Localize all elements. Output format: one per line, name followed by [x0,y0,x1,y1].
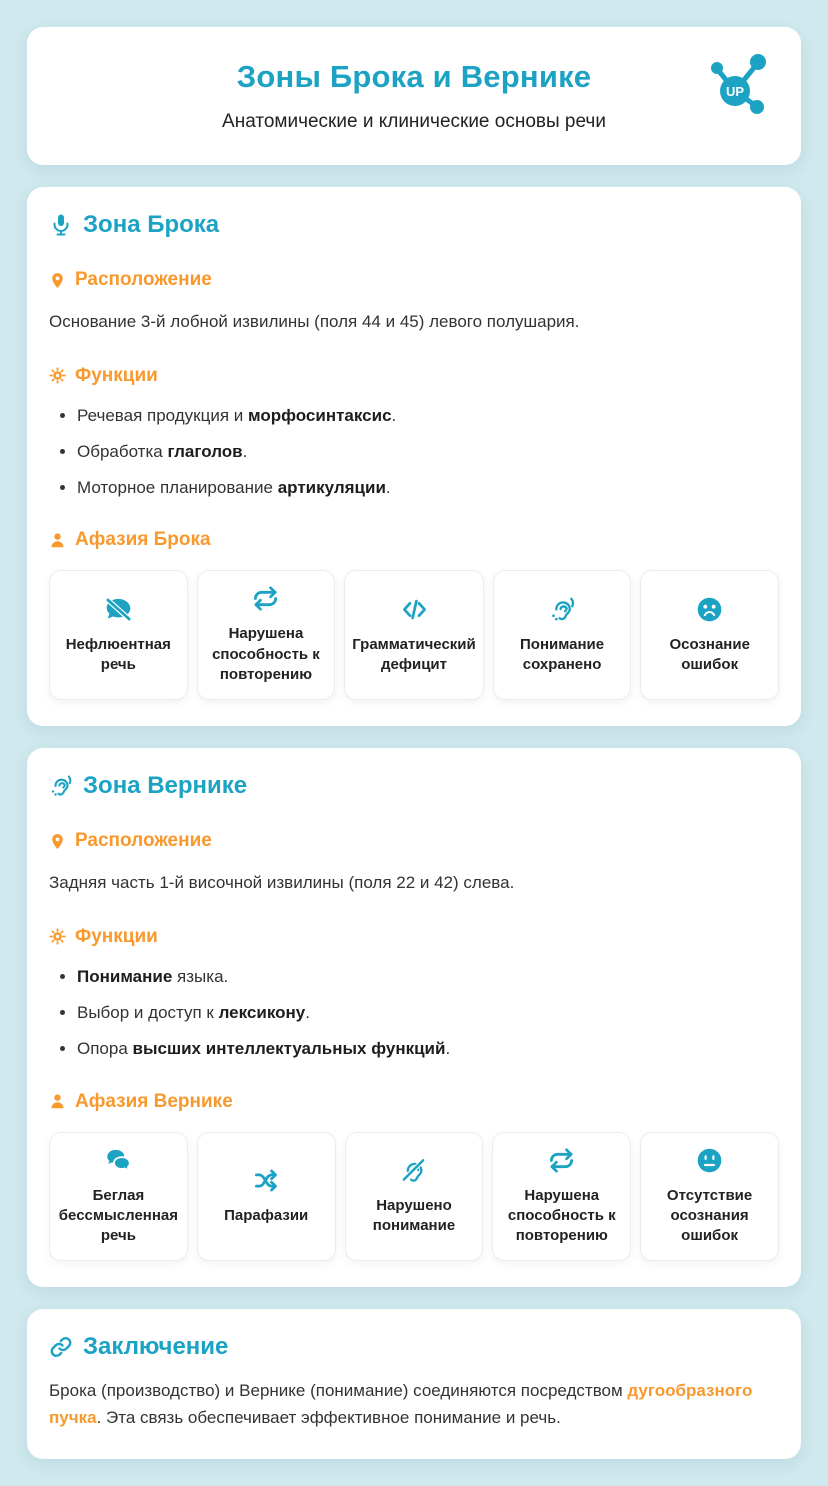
section-conclusion [27,1309,801,1459]
section-wernicke [27,748,801,1287]
functions-heading [49,365,779,387]
function-item: • Выбор и доступ к лексикону. [77,1002,779,1025]
conclusion-title [49,1333,779,1361]
aphasia-heading [49,1091,779,1113]
aphasia-card-label: Нефлюентная речь [65,635,171,673]
comments-icon [105,1147,132,1174]
aphasia-card [492,1132,631,1262]
aphasia-card-label: Грамматический дефицит [352,635,476,673]
patient-icon [49,532,66,549]
location-text: Основание 3-й лобной извилины (поля 44 и 45) левого полушария. [49,312,580,331]
aphasia-card-label: Беглая бессмысленная речь [58,1186,179,1245]
aphasia-card [344,570,484,700]
aphasia-card [49,570,188,700]
arcuate-fasciculus-highlight: дугообразного пучка [49,1381,753,1427]
aphasia-card [640,1132,779,1262]
page-subtitle: Анатомические и клинические основы речи [222,111,606,132]
location-heading-text: Расположение [75,830,212,852]
page-title: Зоны Брока и Вернике [236,59,592,94]
ear-listen-icon [549,596,576,623]
aphasia-card [197,570,336,700]
header-card [27,27,801,165]
gear-icon [49,367,66,384]
aphasia-card-label: Осознание ошибок [669,635,750,673]
functions-heading [49,926,779,948]
location-pin-icon [49,272,66,289]
logo-text: UP [725,84,745,99]
section-title-text: Зона Вернике [83,772,248,800]
location-heading [49,269,779,291]
code-icon [401,596,428,623]
shuffle-icon [253,1167,280,1194]
ear-listen-icon [49,774,73,798]
logo-graphic [705,51,769,115]
conclusion-title-text: Заключение [83,1333,229,1361]
function-item: • Речевая продукция и морфосинтаксис. [77,405,779,428]
aphasia-card [197,1132,336,1262]
patient-icon [49,1093,66,1110]
aphasia-card-label: Понимание сохранено [520,635,605,673]
aphasia-card-label: Нарушена способность к повторению [212,625,320,683]
aphasia-heading-text: Афазия Вернике [75,1090,233,1112]
aphasia-heading [49,529,779,551]
location-text: Задняя часть 1-й височной извилины (поля 22 и 42) слева. [49,873,515,893]
aphasia-card [640,570,779,700]
aphasia-cards-row [49,570,779,700]
functions-list [49,966,779,1061]
aphasia-card-label: Отсутствие осознания ошибок [666,1186,753,1245]
section-title-text: Зона Брока [83,211,220,238]
face-frown-icon [696,596,723,623]
section-broca [27,187,801,726]
aphasia-card [49,1132,188,1262]
location-heading-text: Расположение [75,269,212,290]
repeat-icon [548,1147,575,1174]
repeat-icon [252,585,279,612]
aphasia-cards-row [49,1132,779,1262]
aphasia-card [493,570,632,700]
gear-icon [49,928,66,945]
microphone-icon [49,213,73,237]
face-meh-icon [696,1147,723,1174]
function-item: • Обработка глаголов. [77,441,779,464]
function-item: • Моторное планирование артикуляции. [77,477,779,500]
link-icon [49,1335,73,1359]
comment-slash-icon [105,596,132,623]
aphasia-card-label: Нарушено понимание [372,1196,456,1235]
location-heading [49,830,779,852]
functions-heading-text: Функции [75,925,158,947]
aphasia-card [345,1132,484,1262]
conclusion-text: Брока (производство) и Вернике (понимание) соединяются посредством дугообразного пучка. Эта связь обеспечивает эффективное понимание и речь. [49,1381,753,1427]
aphasia-card-label: Нарушена способность к повторению [507,1186,616,1245]
functions-heading-text: Функции [75,364,158,386]
function-item: • Понимание языка. [77,966,779,989]
functions-list [49,405,779,500]
section-title-broca [49,211,779,239]
function-item: • Опора высших интеллектуальных функций. [77,1038,779,1061]
location-pin-icon [49,833,66,850]
ear-deaf-icon [400,1157,427,1184]
aphasia-heading-text: Афазия Брока [75,529,211,551]
aphasia-card-label: Парафазии [224,1206,309,1224]
up-network-logo [705,51,769,115]
section-title-wernicke [49,772,779,800]
